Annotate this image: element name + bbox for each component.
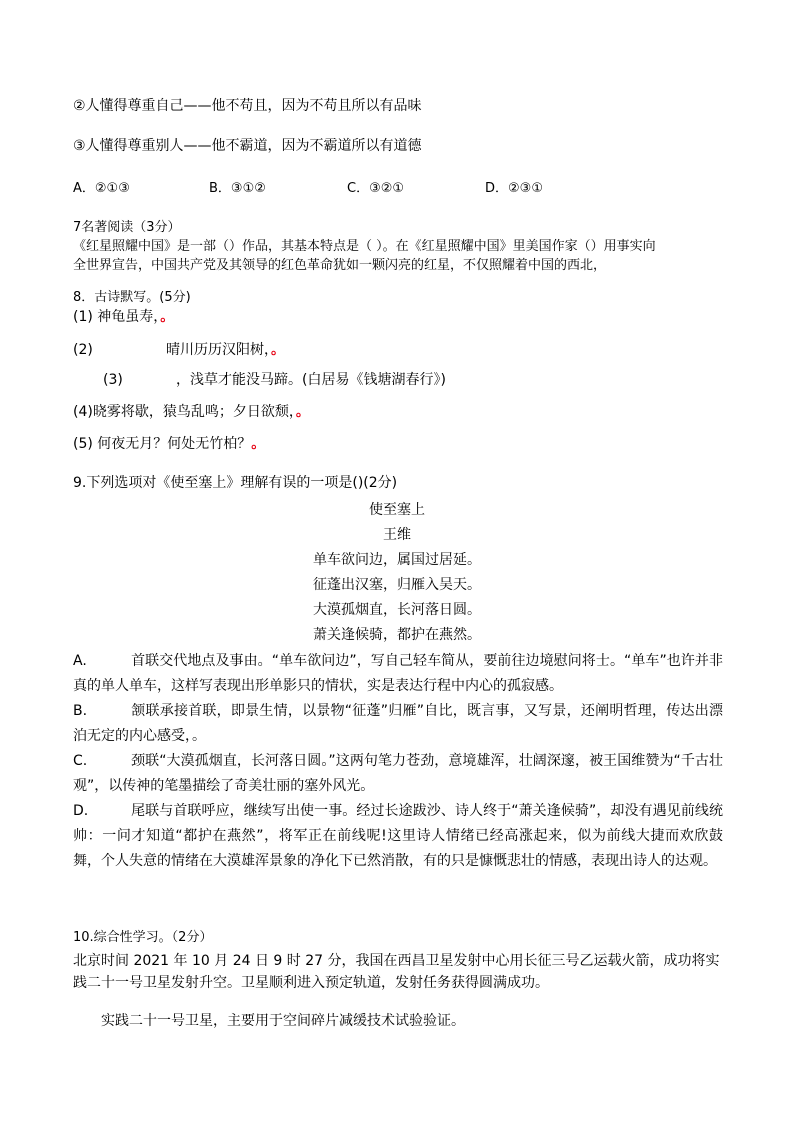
q10-line-1: 北京时间 2021 年 10 月 24 日 9 时 27 分，我国在西昌卫星发射中心用长征三号乙运载火箭，成功将实 (73, 953, 720, 969)
q9-option-a (73, 649, 723, 699)
option-label: B. (73, 703, 88, 719)
q8-item-text: 晓雾将歇，猿鸟乱鸣；夕日欲颓， (92, 404, 296, 420)
q8-item-2 (166, 341, 285, 359)
q8-item-5 (73, 435, 265, 453)
q8-answer-blank: 。 (251, 436, 266, 452)
option-label: D. (73, 803, 89, 819)
q6-option-c: C．③②① (347, 181, 405, 196)
option-text: 尾联与首联呼应，继续写出使一事。经过长途跋沙、诗人终于“萧关逢候骑”，却没有遇见前线统帅：一问才知道“都护在燕然”，将军正在前线呢!这里诗人情绪已经高涨起来，似为前线大捷而欢欣鼓舞，个人失意的情绪在大漠雄浑景象的净化下已然消散，有的只是慷慨悲壮的情感，表现出诗人的达观。 (73, 803, 723, 869)
q8-item-3-number: (3) (103, 372, 123, 388)
q8-item-text: 何夜无月？何处无竹柏？ (97, 436, 252, 452)
q8-answer-blank: 。 (295, 404, 310, 420)
q8-item-text: 神龟虽寿， (97, 309, 161, 325)
poem-author: 王维 (383, 527, 411, 543)
q6-statement-2: ②人懂得尊重自己——他不苟且，因为不苟且所以有品味 (73, 98, 422, 114)
option-label: A. (73, 653, 87, 669)
q10-line-3: 实践二十一号卫星，主要用于空间碎片减缓技术试验验证。 (101, 1013, 465, 1029)
q10-title: 10.综合性学习。（2分） (73, 930, 213, 945)
q8-item-1 (73, 308, 174, 326)
poem-line-3: 大漠孤烟直，长河落日圆。 (313, 602, 481, 618)
q8-item-number: (1) (73, 309, 93, 325)
q8-answer-blank: 。 (271, 342, 285, 358)
q7-title: 7名著阅读（3分） (73, 220, 181, 235)
q7-line-2: 全世界宣告，中国共产党及其领导的红色革命犹如一颗闪亮的红星，不仅照耀着中国的西北， (73, 258, 607, 273)
q8-item-text: 晴川历历汉阳树， (166, 342, 271, 358)
q6-option-a: A．②①③ (73, 181, 130, 196)
option-text: 颈联“大漠孤烟直，长河落日圆。”这两句笔力苍劲，意境雄浑，壮阔深邃，被王国维赞为“千古壮观”，以传神的笔墨描绘了奇美壮丽的塞外风光。 (73, 753, 723, 794)
option-label: C. (73, 753, 88, 769)
q8-item-number: (4) (73, 404, 93, 420)
q8-item-4 (73, 403, 310, 421)
q6-option-b: B．③①② (209, 181, 266, 196)
q6-statement-3: ③人懂得尊重别人——他不霸道，因为不霸道所以有道德 (73, 138, 422, 154)
q9-title: 9.下列选项对《使至塞上》理解有误的一项是()(2分) (73, 475, 398, 491)
q9-option-b (73, 699, 723, 749)
q8-answer-blank: 。 (160, 309, 175, 325)
poem-line-1: 单车欲问边，属国过居延。 (313, 552, 481, 568)
q9-option-d (73, 799, 723, 874)
q10-line-2: 践二十一号卫星发射升空。卫星顺利进入预定轨道，发射任务获得圆满成功。 (73, 975, 549, 991)
q8-item-2-number: (2) (73, 342, 93, 358)
option-text: 颔联承接首联，即景生情，以景物“征蓬”归雁”自比，既言事，又写景，还阐明哲理，传达出漂泊无定的内心感受，。 (73, 703, 723, 744)
q8-title: 8．古诗默写。(5分) (73, 290, 191, 305)
poem-title: 使至塞上 (369, 502, 425, 518)
q8-item-number: (5) (73, 436, 93, 452)
q9-option-c (73, 749, 723, 799)
poem-line-4: 萧关逢候骑，都护在燕然。 (313, 627, 481, 643)
q6-option-d: D．②③① (485, 181, 543, 196)
poem-line-2: 征蓬出汉塞，归雁入吴天。 (313, 577, 481, 593)
q8-item-3: ，浅草才能没马蹄。(白居易《钱塘湖春行》) (176, 372, 446, 388)
option-text: 首联交代地点及事由。“单车欲问边”，写自己轻车简从，要前往边境慰问将士。“单车”也许并非真的单人单车，这样写表现出形单影只的情状，实是表达行程中内心的孤寂感。 (73, 653, 723, 694)
q7-line-1: 《红星照耀中国》是一部（）作品，其基本特点是（ ）。在《红星照耀中国》里美国作家（）用事实向 (73, 239, 656, 254)
